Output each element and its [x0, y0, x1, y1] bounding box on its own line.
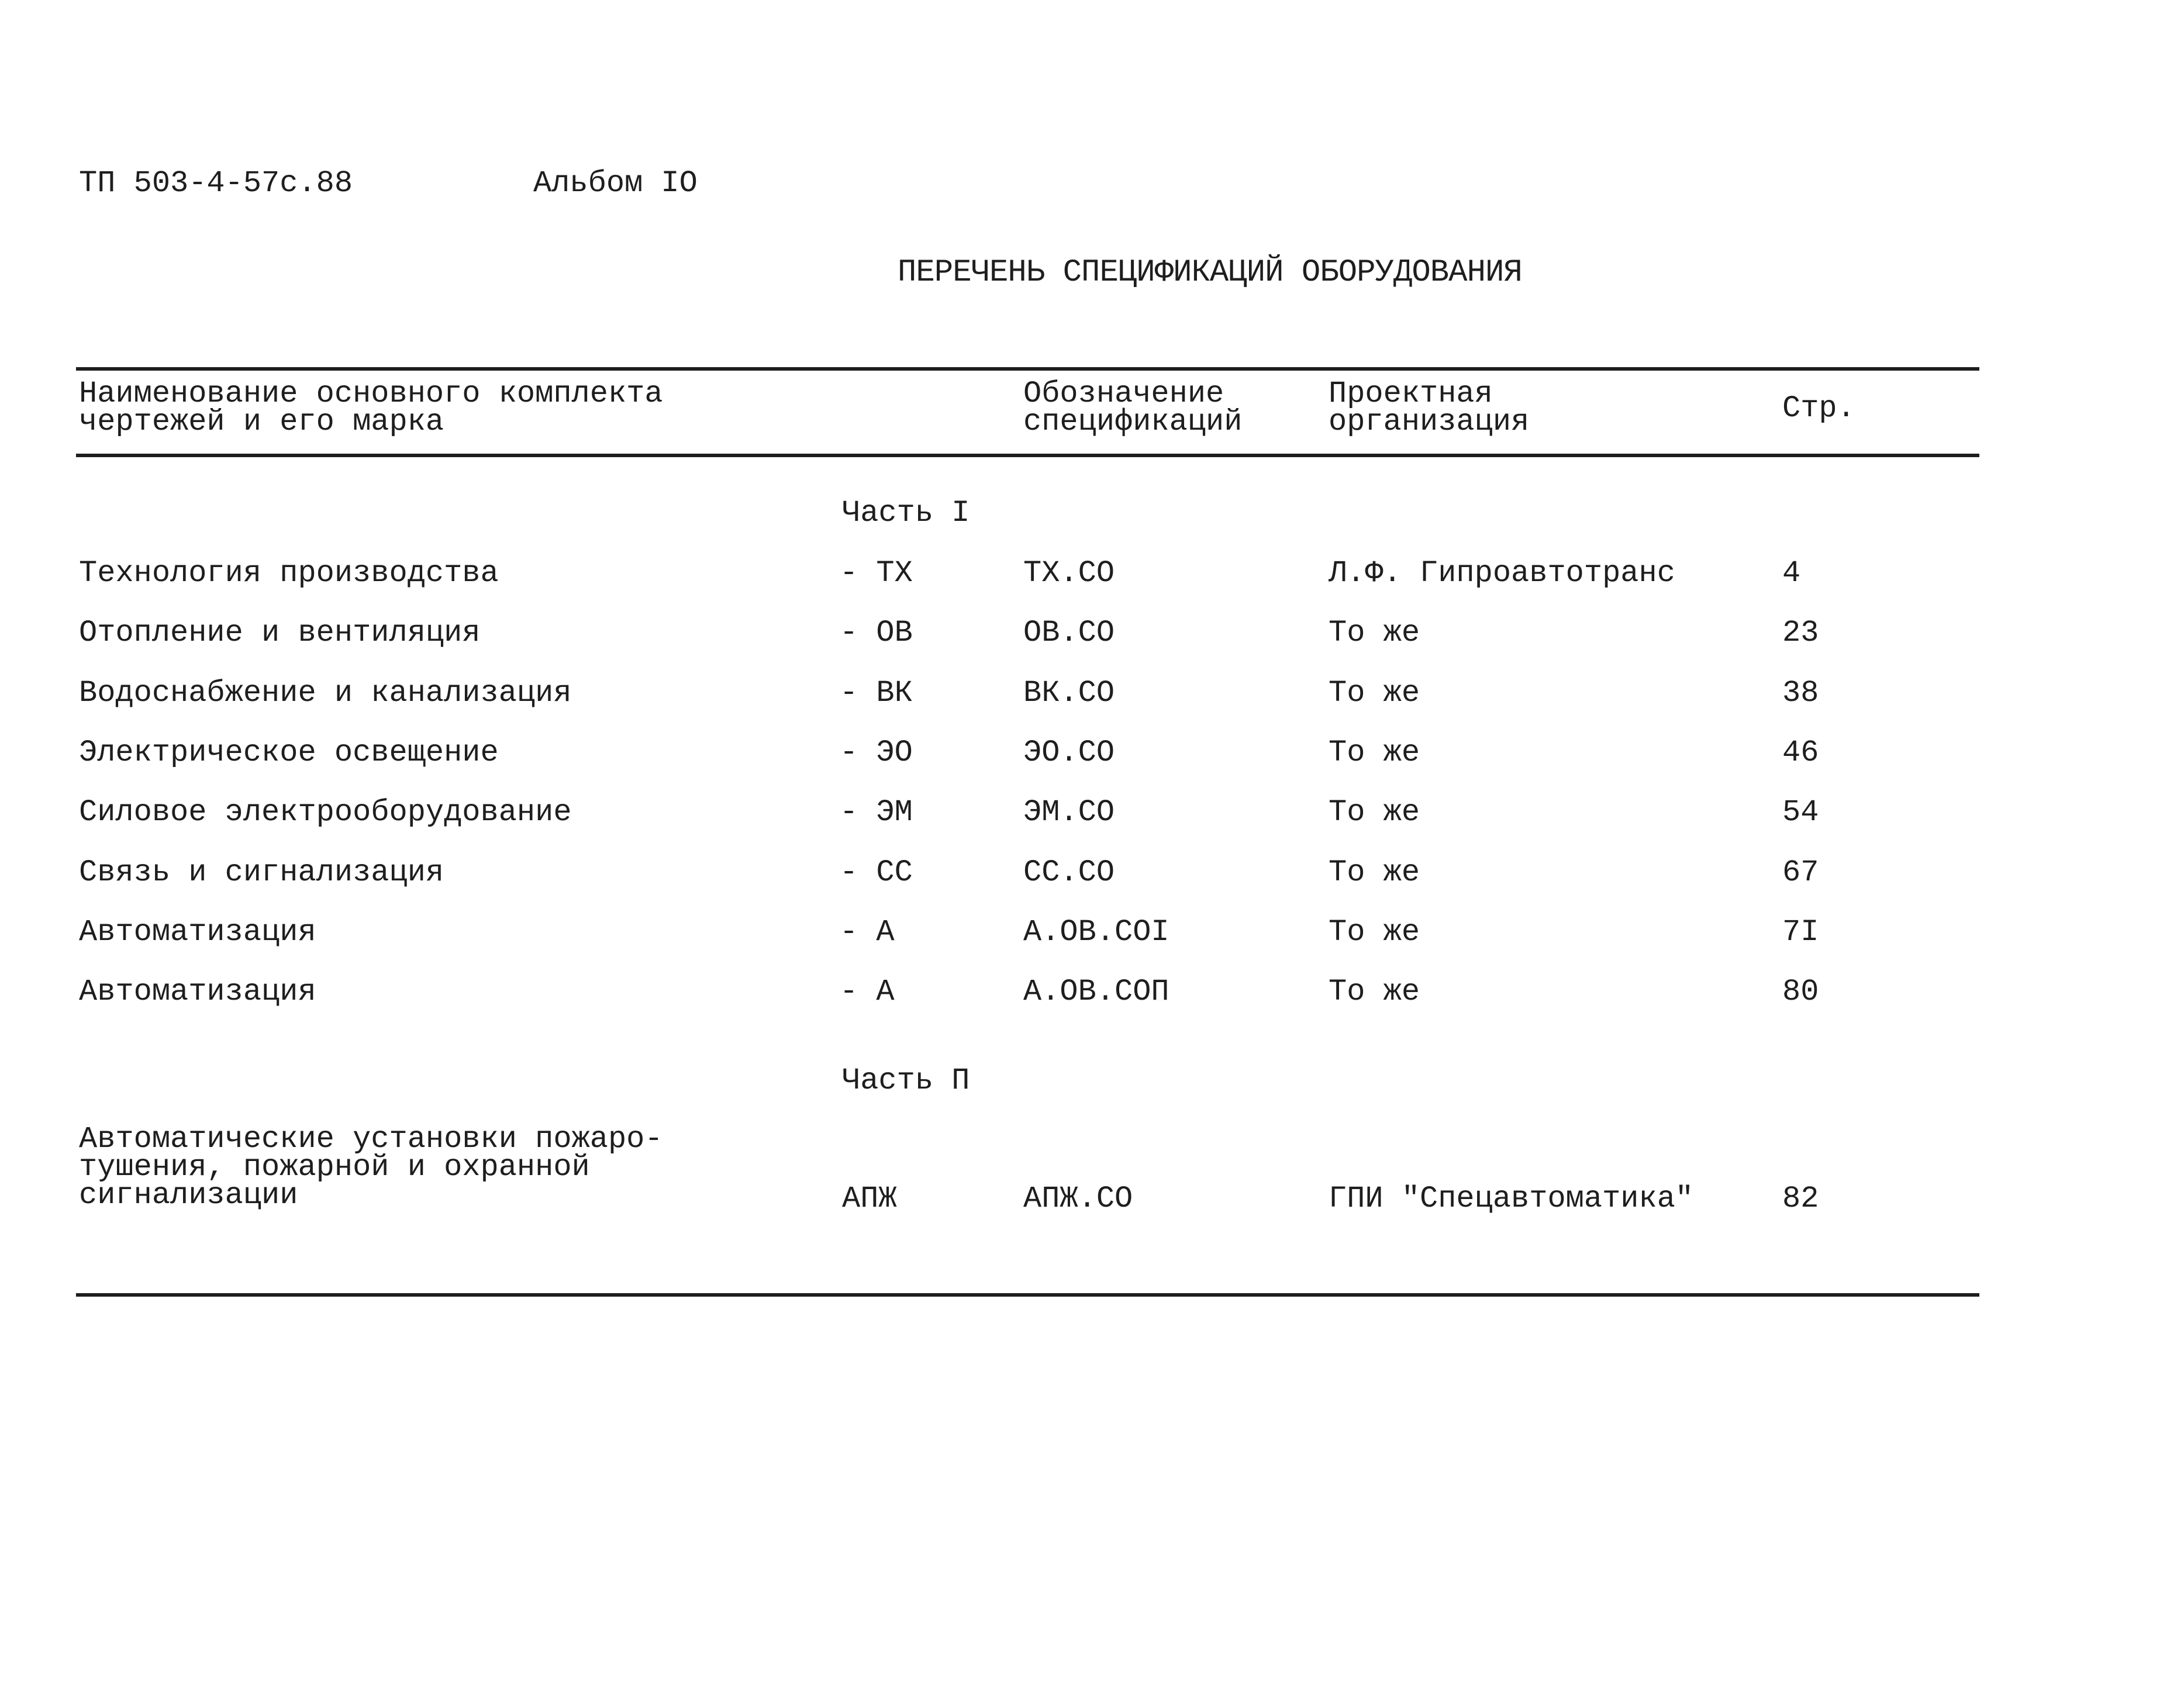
- row-page: 38: [1782, 676, 1819, 710]
- column-header-name-line-2: чертежей и его марка: [79, 405, 444, 439]
- column-header-organization-line-1: Проектная: [1329, 376, 1493, 411]
- table-top-rule: [76, 367, 1979, 371]
- row-name: Автоматизация: [79, 915, 316, 949]
- row-spec: ЭО.СО: [1023, 735, 1115, 770]
- row-org: То же: [1329, 735, 1420, 770]
- row-mark: - СС: [840, 855, 913, 890]
- row-mark: АПЖ: [842, 1181, 897, 1216]
- row-mark: - ТХ: [840, 556, 913, 590]
- row-org: То же: [1329, 795, 1420, 830]
- column-header-name-line-1: Наименование основного комплекта: [79, 376, 663, 411]
- column-header-organization-line-2: организация: [1329, 405, 1530, 439]
- row-page: 7I: [1782, 915, 1819, 949]
- row-org: То же: [1329, 975, 1420, 1009]
- row-name: Силовое электрооборудование: [79, 795, 572, 830]
- row-spec: АПЖ.СО: [1023, 1181, 1133, 1216]
- row-org: Л.Ф. Гипроавтотранс: [1329, 556, 1675, 590]
- header-bottom-rule: [76, 454, 1979, 457]
- row-name: Связь и сигнализация: [79, 855, 444, 890]
- column-header-designation-line-1: Обозначение: [1023, 376, 1224, 411]
- column-header-name: [79, 376, 663, 439]
- row-spec: ЭМ.СО: [1023, 795, 1115, 830]
- row-mark: - ЭМ: [840, 795, 913, 830]
- row-spec: ТХ.СО: [1023, 556, 1115, 590]
- row-page: 23: [1782, 616, 1819, 650]
- row-spec: А.ОВ.СОI: [1023, 915, 1169, 949]
- table-row: [0, 678, 2184, 709]
- table-row: [0, 1122, 2184, 1217]
- table-row: [0, 855, 2184, 890]
- row-mark: - ЭО: [840, 735, 913, 770]
- row-name: Отопление и вентиляция: [79, 616, 481, 650]
- table-row: [0, 917, 2184, 948]
- row-name-line-3: сигнализации: [79, 1178, 298, 1212]
- table-bottom-rule: [76, 1293, 1979, 1297]
- column-header-page: Стр.: [1782, 391, 1855, 426]
- row-mark: - ОВ: [840, 616, 913, 650]
- row-spec: А.ОВ.СОП: [1023, 975, 1169, 1009]
- doc-code: ТП 503-4-57с.88: [79, 166, 353, 201]
- row-spec: СС.СО: [1023, 855, 1115, 890]
- column-header-designation: [1023, 376, 1243, 439]
- row-org: То же: [1329, 915, 1420, 949]
- row-org: То же: [1329, 855, 1420, 890]
- row-spec: ОВ.СО: [1023, 616, 1115, 650]
- table-row: [0, 977, 2184, 1007]
- row-org: То же: [1329, 676, 1420, 710]
- table-row: [0, 558, 2184, 589]
- row-page: 4: [1782, 556, 1801, 590]
- part-1-label: Часть I: [842, 496, 970, 530]
- document-title: ПЕРЕЧЕНЬ СПЕЦИФИКАЦИЙ ОБОРУДОВАНИЯ: [898, 255, 1522, 291]
- row-org: То же: [1329, 616, 1420, 650]
- album-number: Альбом IO: [533, 166, 698, 201]
- column-header-designation-line-2: спецификаций: [1023, 405, 1243, 439]
- row-page: 54: [1782, 795, 1819, 830]
- row-name: Технология производства: [79, 556, 499, 590]
- row-name: Автоматизация: [79, 975, 316, 1009]
- row-page: 67: [1782, 855, 1819, 890]
- table-row: [0, 618, 2184, 648]
- row-name: [79, 1122, 663, 1212]
- row-page: 82: [1782, 1181, 1819, 1216]
- table-row: [0, 735, 2184, 770]
- row-org: ГПИ "Спецавтоматика": [1329, 1181, 1694, 1216]
- row-page: 46: [1782, 735, 1819, 770]
- column-header-organization: [1329, 376, 1530, 439]
- row-mark: - А: [840, 915, 895, 949]
- row-name: Водоснабжение и канализация: [79, 676, 572, 710]
- row-spec: ВК.СО: [1023, 676, 1115, 710]
- row-name-line-1: Автоматические установки пожаро-: [79, 1122, 663, 1156]
- row-mark: - ВК: [840, 676, 913, 710]
- part-2-label: Часть П: [842, 1063, 970, 1098]
- table-row: [0, 797, 2184, 828]
- row-mark: - А: [840, 975, 895, 1009]
- row-name: Электрическое освещение: [79, 735, 499, 770]
- row-name-line-2: тушения, пожарной и охранной: [79, 1150, 590, 1184]
- row-page: 80: [1782, 975, 1819, 1009]
